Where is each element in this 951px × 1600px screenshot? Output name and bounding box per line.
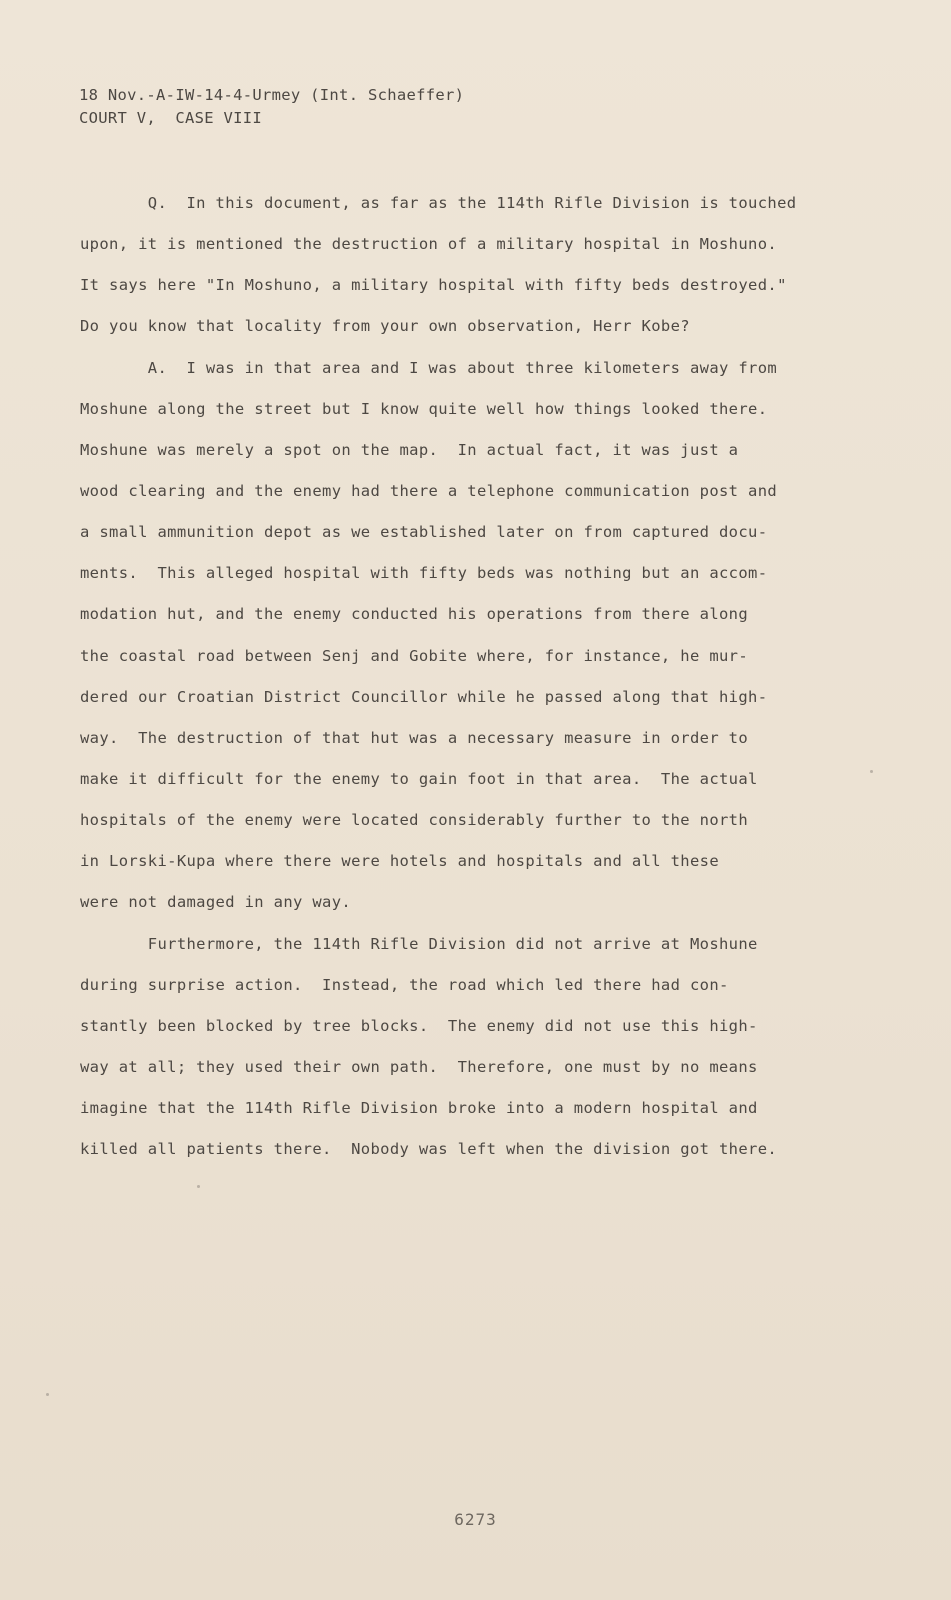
transcript-line: Furthermore, the 114th Rifle Division did not arrive at Moshune [80, 934, 758, 953]
paper-speck [870, 770, 873, 773]
transcript-line: It says here "In Moshuno, a military hospital with fifty beds destroyed." [80, 276, 787, 295]
transcript-line: stantly been blocked by tree blocks. The enemy did not use this high- [80, 1016, 758, 1035]
transcript-line: were not damaged in any way. [80, 893, 352, 912]
transcript-body [80, 183, 860, 1170]
transcript-line: the coastal road between Senj and Gobite where, for instance, he mur- [80, 646, 749, 665]
transcript-line: dered our Croatian District Councillor while he passed along that high- [80, 687, 768, 706]
transcript-line: Moshune along the street but I know quite well how things looked there. [80, 399, 768, 418]
header-line-2: COURT V, CASE VIII [79, 109, 263, 127]
paper-speck [46, 1393, 49, 1396]
transcript-line: make it difficult for the enemy to gain foot in that area. The actual [80, 769, 758, 788]
transcript-line: a small ammunition depot as we established later on from captured docu- [80, 523, 768, 542]
transcript-line: A. I was in that area and I was about three kilometers away from [80, 358, 778, 377]
transcript-line: upon, it is mentioned the destruction of a military hospital in Moshuno. [80, 235, 778, 254]
transcript-line: Do you know that locality from your own observation, Herr Kobe? [80, 317, 690, 336]
transcript-line: way. The destruction of that hut was a necessary measure in order to [80, 728, 749, 747]
transcript-line: modation hut, and the enemy conducted his operations from there along [80, 605, 749, 624]
transcript-line: Moshune was merely a spot on the map. In actual fact, it was just a [80, 440, 739, 459]
transcript-line: in Lorski-Kupa where there were hotels and hospitals and all these [80, 852, 719, 871]
transcript-line: wood clearing and the enemy had there a telephone communication post and [80, 481, 778, 500]
transcript-line: killed all patients there. Nobody was left when the division got there. [80, 1140, 778, 1159]
transcript-line: hospitals of the enemy were located considerably further to the north [80, 811, 749, 830]
transcript-line: ments. This alleged hospital with fifty beds was nothing but an accom- [80, 564, 768, 583]
transcript-line: Q. In this document, as far as the 114th Rifle Division is touched [80, 194, 797, 212]
header-line-1: 18 Nov.-A-IW-14-4-Urmey (Int. Schaeffer) [79, 86, 465, 104]
transcript-line: way at all; they used their own path. Therefore, one must by no means [80, 1057, 758, 1076]
document-header [79, 84, 464, 130]
transcript-line: imagine that the 114th Rifle Division broke into a modern hospital and [80, 1099, 758, 1118]
page-number: 6273 [454, 1510, 497, 1529]
paper-speck [197, 1185, 200, 1188]
transcript-line: during surprise action. Instead, the road which led there had con- [80, 975, 729, 994]
